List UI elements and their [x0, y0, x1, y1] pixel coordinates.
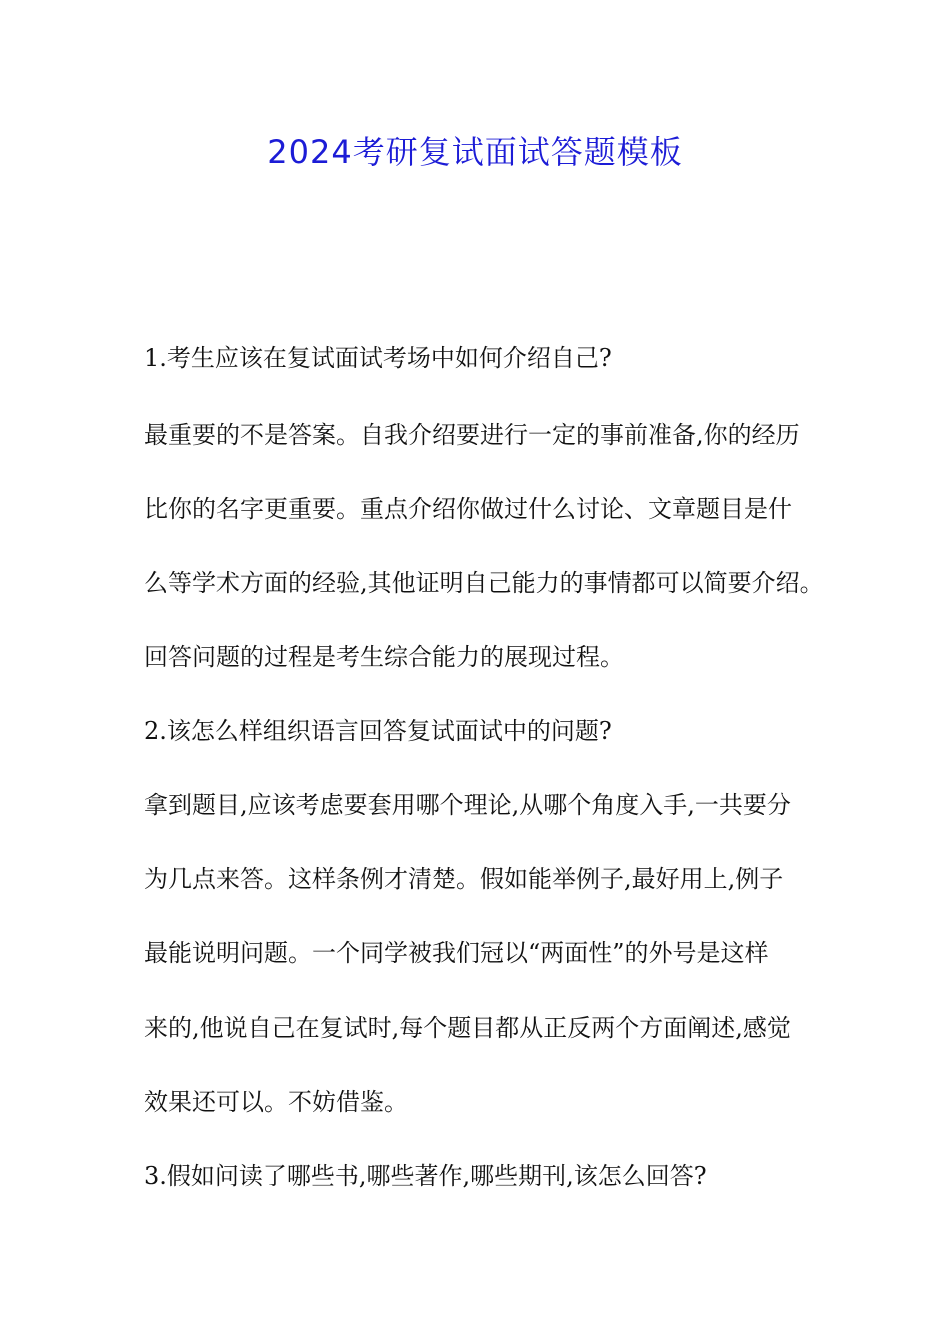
answer-1-line-3: 么等学术方面的经验,其他证明自己能力的事情都可以简要介绍。 — [144, 569, 824, 597]
answer-1-line-2: 比你的名字更重要。重点介绍你做过什么讨论、文章题目是什 — [144, 495, 792, 523]
answer-2-line-3: 最能说明问题。一个同学被我们冠以“两面性”的外号是这样 — [144, 939, 769, 967]
answer-1-line-1: 最重要的不是答案。自我介绍要进行一定的事前准备,你的经历 — [144, 421, 800, 449]
answer-2-line-4: 来的,他说自己在复试时,每个题目都从正反两个方面阐述,感觉 — [144, 1014, 791, 1042]
answer-2-line-1: 拿到题目,应该考虑要套用哪个理论,从哪个角度入手,一共要分 — [144, 791, 791, 819]
question-2: 2.该怎么样组织语言回答复试面试中的问题? — [144, 717, 612, 745]
answer-2-line-5: 效果还可以。不妨借鉴。 — [144, 1088, 408, 1116]
answer-1-line-4: 回答问题的过程是考生综合能力的展现过程。 — [144, 643, 624, 671]
document-title: 2024考研复试面试答题模板 — [267, 133, 683, 171]
answer-2-line-2: 为几点来答。这样条例才清楚。假如能举例子,最好用上,例子 — [144, 865, 784, 893]
question-3: 3.假如问读了哪些书,哪些著作,哪些期刊,该怎么回答? — [144, 1162, 707, 1190]
question-1: 1.考生应该在复试面试考场中如何介绍自己? — [144, 344, 612, 372]
